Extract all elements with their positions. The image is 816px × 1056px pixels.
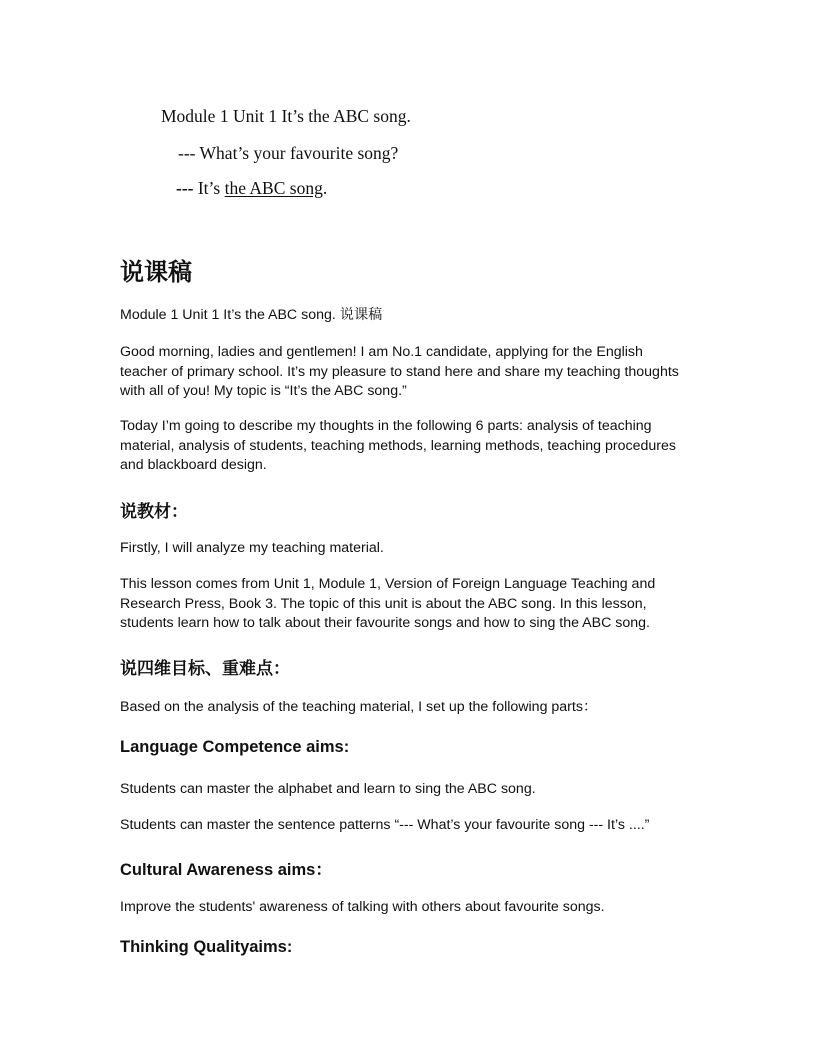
answer-dashes: --- [176, 178, 198, 198]
material-heading: 说教材： [120, 502, 188, 522]
material-p1: Firstly, I will analyze my teaching material. [120, 540, 384, 556]
answer-underlined: the ABC song [224, 178, 323, 198]
cultural-aims-heading: Cultural Awareness aims： [120, 861, 332, 879]
cultural-aims-p1: Improve the students' awareness of talking with others about favourite songs. [120, 899, 605, 915]
main-heading: 说课稿 [120, 258, 192, 286]
example-question: --- What’s your favourite song? [178, 143, 399, 163]
answer-its: It’s [197, 178, 225, 198]
intro-greeting: Good morning, ladies and gentlemen! I am No.1 candidate, applying for the English teacher of primary school. It’s my pleasure to stand here and share my teaching thoughts with all of you! My topic is “It’s the ABC song.” [120, 344, 679, 399]
answer-end: . [322, 178, 328, 198]
aims-p1: Based on the analysis of the teaching material, I set up the following parts： [120, 699, 598, 715]
example-answer [176, 178, 327, 199]
example-title: Module 1 Unit 1 It’s the ABC song. [161, 106, 411, 126]
language-aims-p1: Students can master the alphabet and learn to sing the ABC song. [120, 781, 536, 797]
intro-subtitle: Module 1 Unit 1 It’s the ABC song. 说课稿 [120, 307, 383, 323]
material-p2: This lesson comes from Unit 1, Module 1, Version of Foreign Language Teaching and Research Press, Book 3. The topic of this unit is about the ABC song. In this lesson, students learn how to talk about their favourite songs and how to sing the ABC song. [120, 576, 656, 631]
intro-outline: Today I’m going to describe my thoughts in the following 6 parts: analysis of teaching material, analysis of students, teaching methods, learning methods, teaching procedures and blackboard design. [120, 418, 676, 473]
language-aims-heading: Language Competence aims: [120, 738, 350, 756]
thinking-aims-heading: Thinking Qualityaims: [120, 938, 293, 956]
aims-heading: 说四维目标、重难点： [120, 659, 290, 679]
language-aims-p2: Students can master the sentence patterns “--- What’s your favourite song --- It’s ....” [120, 817, 650, 833]
